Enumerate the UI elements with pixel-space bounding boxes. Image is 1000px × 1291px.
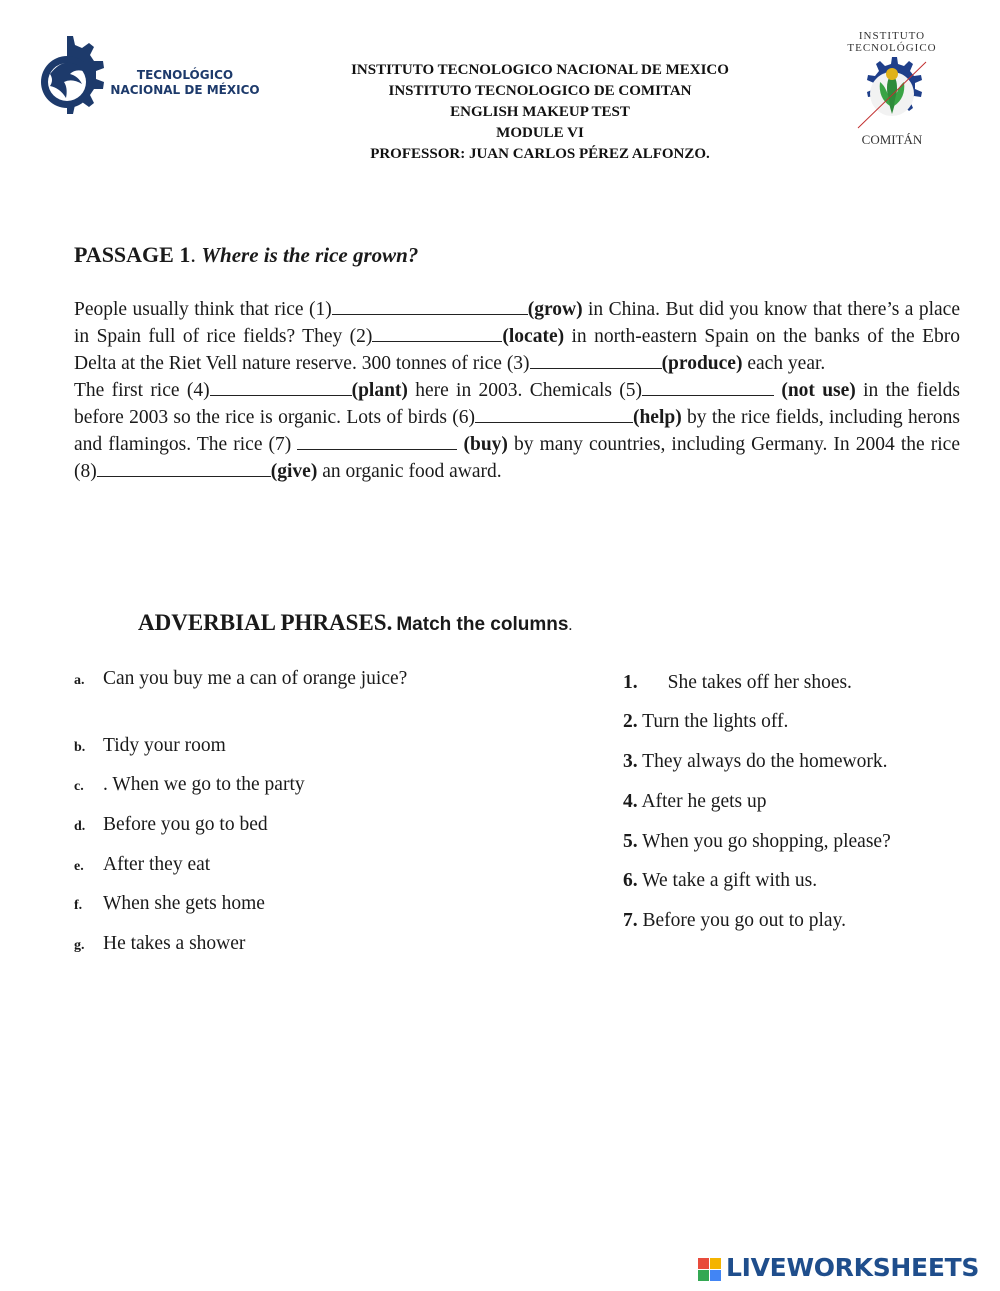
verb-hint: (plant) xyxy=(351,380,408,401)
answer-blank[interactable] xyxy=(530,350,662,369)
left-item xyxy=(74,772,434,798)
item-text: He takes a shower xyxy=(103,933,246,954)
item-letter: f. xyxy=(74,898,83,913)
item-text: After they eat xyxy=(103,854,211,875)
right-item xyxy=(623,789,963,815)
left-item xyxy=(74,931,434,957)
itc-logo-top-line2: TECNOLÓGICO xyxy=(847,42,937,54)
right-item xyxy=(623,749,963,775)
item-text: She takes off her shoes. xyxy=(667,672,852,693)
itc-logo-top-line1: INSTITUTO xyxy=(858,30,926,42)
passage-text: an organic food award. xyxy=(317,461,502,482)
item-text: Can you buy me a can of orange juice? xyxy=(103,668,408,689)
liveworksheets-logo-icon xyxy=(698,1258,722,1282)
liveworksheets-wordmark: LIVEWORKSHEETS xyxy=(726,1253,980,1282)
tecnm-logo xyxy=(28,34,260,134)
item-number: 3. xyxy=(623,751,638,772)
gear-eagle-icon xyxy=(28,34,106,134)
item-letter: d. xyxy=(74,819,86,834)
header-line-campus: INSTITUTO TECNOLOGICO DE COMITAN xyxy=(388,83,692,99)
document-header xyxy=(300,60,780,165)
right-item xyxy=(623,908,963,934)
passage-body xyxy=(74,296,960,485)
verb-hint: (buy) xyxy=(457,434,508,455)
passage-text: by the rice fields, including herons and flamingos. The rice (7) xyxy=(74,407,960,455)
item-text: Before you go out to play. xyxy=(642,910,846,931)
item-letter: a. xyxy=(74,673,85,688)
passage-text: in north-eastern Spain on the banks of the Ebro Delta at the Riet Vell nature reserve. 300 tonnes of rice (3) xyxy=(74,326,960,374)
item-number: 7. xyxy=(623,910,638,931)
passage-text: in the fields before 2003 so the rice is organic. Lots of birds (6) xyxy=(74,380,961,428)
passage-text: here in 2003. Chemicals (5) xyxy=(407,380,643,401)
item-letter: e. xyxy=(74,859,84,874)
tecnm-logo-line2: NACIONAL DE MÉXICO xyxy=(110,83,260,97)
header-line-test: ENGLISH MAKEUP TEST xyxy=(450,104,630,120)
item-text: Turn the lights off. xyxy=(642,711,789,732)
item-text: We take a gift with us. xyxy=(642,870,818,891)
item-number: 1. xyxy=(623,672,638,693)
right-item xyxy=(623,829,963,855)
item-text: They always do the homework. xyxy=(642,751,888,772)
left-item xyxy=(74,666,434,692)
answer-blank[interactable] xyxy=(372,323,502,342)
header-line-institution: INSTITUTO TECNOLOGICO NACIONAL DE MEXICO xyxy=(351,62,729,78)
item-text: Before you go to bed xyxy=(103,814,268,835)
item-number: 4. xyxy=(623,791,638,812)
answer-blank[interactable] xyxy=(297,431,457,450)
passage-text: by many countries, including Germany. In 2004 the rice (8) xyxy=(74,434,960,482)
item-letter: g. xyxy=(74,938,85,953)
itc-emblem-icon xyxy=(852,54,932,134)
item-number: 5. xyxy=(623,831,638,852)
verb-hint: (not use) xyxy=(774,380,856,401)
answer-blank[interactable] xyxy=(642,377,774,396)
answer-blank[interactable] xyxy=(332,296,528,315)
adverbial-instruction: Match the columns xyxy=(396,614,569,635)
item-text: When she gets home xyxy=(103,893,265,914)
item-text: . When we go to the party xyxy=(103,774,305,795)
answer-blank[interactable] xyxy=(475,404,633,423)
verb-hint: (help) xyxy=(632,407,682,428)
right-item xyxy=(623,868,963,894)
answer-blank[interactable] xyxy=(210,377,352,396)
passage-label: PASSAGE 1 xyxy=(74,242,191,267)
verb-hint: (give) xyxy=(270,461,318,482)
passage-title: PASSAGE 1. Where is the rice grown? xyxy=(74,242,419,267)
item-letter: b. xyxy=(74,740,86,755)
tecnm-logo-text xyxy=(110,68,260,98)
right-item xyxy=(623,709,963,735)
item-text: When you go shopping, please? xyxy=(642,831,891,852)
verb-hint: (produce) xyxy=(661,353,743,374)
verb-hint: (locate) xyxy=(502,326,565,347)
passage-text: in China. But did you know that there’s a place in Spain full of rice fields? They (2) xyxy=(74,299,960,347)
item-letter: c. xyxy=(74,779,84,794)
right-item xyxy=(623,670,963,696)
item-number: 2. xyxy=(623,711,638,732)
item-text: After he gets up xyxy=(641,791,767,812)
left-item xyxy=(74,891,434,917)
verb-hint: (grow) xyxy=(527,299,583,320)
adverbial-title xyxy=(138,610,572,636)
left-item xyxy=(74,812,434,838)
passage-text: each year. xyxy=(742,353,826,374)
itc-comitan-logo xyxy=(840,30,944,150)
itc-logo-bottom-text: COMITÁN xyxy=(861,132,923,147)
adverbial-heading: ADVERBIAL PHRASES. xyxy=(138,610,393,635)
itc-logo-top-text xyxy=(840,30,944,54)
passage-text: People usually think that rice (1) xyxy=(74,299,332,320)
left-item xyxy=(74,852,434,878)
item-text: Tidy your room xyxy=(103,735,226,756)
item-number: 6. xyxy=(623,870,638,891)
tecnm-logo-line1: TECNOLÓGICO xyxy=(136,68,234,82)
answer-blank[interactable] xyxy=(97,458,271,477)
header-line-module: MODULE VI xyxy=(496,125,584,141)
header-line-professor: PROFESSOR: JUAN CARLOS PÉREZ ALFONZO. xyxy=(370,146,710,162)
passage-text: The first rice (4) xyxy=(74,380,210,401)
left-item xyxy=(74,733,434,759)
adverbial-instruction-end: . xyxy=(568,617,573,634)
passage-question: Where is the rice grown? xyxy=(201,243,419,267)
